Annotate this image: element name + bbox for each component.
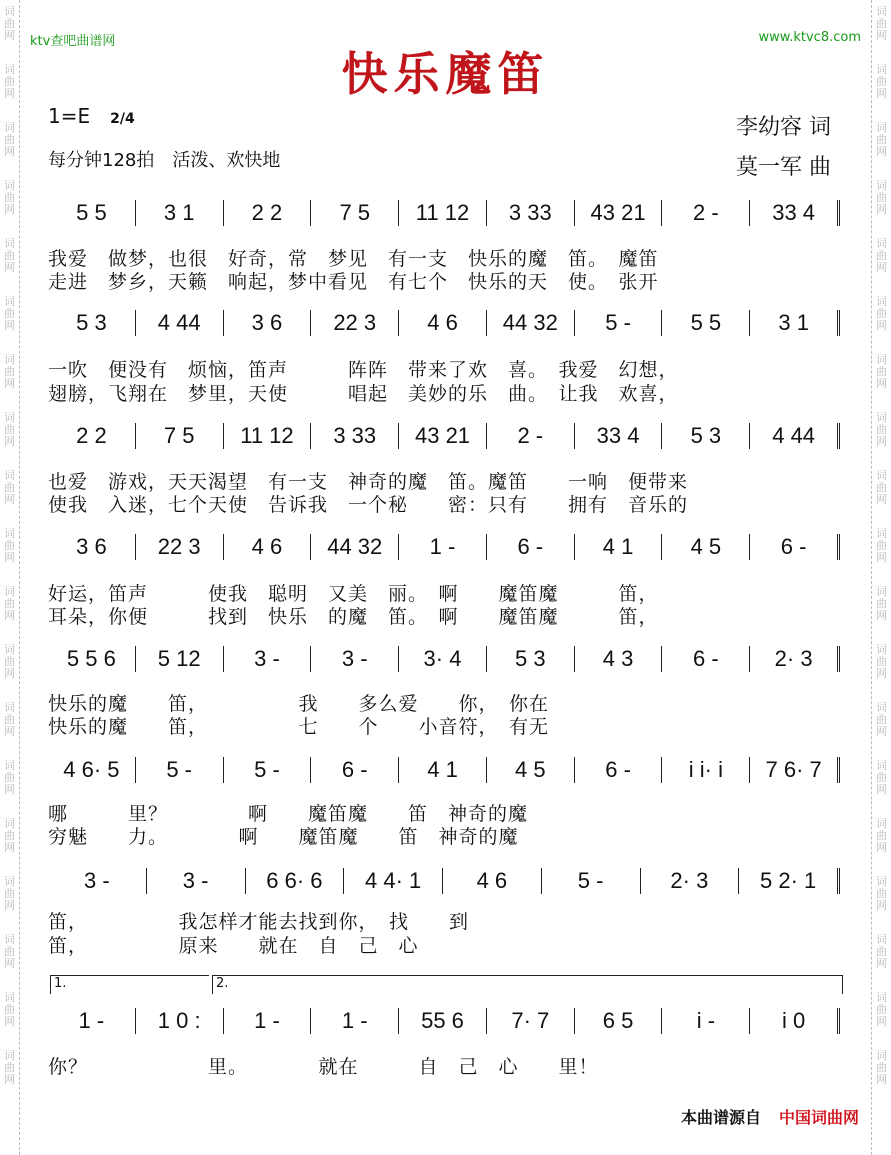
measure: 3 - [224,646,312,672]
song-title: 快乐魔笛 [341,47,550,101]
measure: 4 1 [575,534,663,560]
notation-row [48,646,840,672]
watermark-text: 词 曲 网 [876,411,887,448]
watermark-text: 词 曲 网 [876,643,887,680]
measure: 6 5 [575,1008,663,1034]
watermark-text: 词 曲 网 [4,121,15,158]
watermark-text: 词 曲 网 [876,121,887,158]
measure: 11 12 [399,200,487,226]
measure: 5 - [136,757,224,783]
measure: 4 3 [575,646,663,672]
watermark-text: 词 曲 网 [4,469,15,506]
watermark-text: 词 曲 网 [4,817,15,854]
measure: 2 - [487,423,575,449]
measure: 55 6 [399,1008,487,1034]
measure: 3 33 [487,200,575,226]
watermark-text: 词 曲 网 [876,759,887,796]
lyric-line: 我爱 做梦，也很 好奇，常 梦见 有一支 快乐的魔 笛。 魔笛 [48,248,659,270]
measure: 7 6· 7 [750,757,840,783]
lyric-line: 翅膀，飞翔在 梦里，天使 唱起 美妙的乐 曲。 让我 欢喜， [48,383,679,405]
measure: 4 1 [399,757,487,783]
measure: 33 4 [750,200,840,226]
watermark-text: 词 曲 网 [4,237,15,274]
measure: 7 5 [136,423,224,449]
measure: 44 32 [487,310,575,336]
measure: 3 33 [311,423,399,449]
watermark-text: 词 曲 网 [876,527,887,564]
measure: 1 - [311,1008,399,1034]
key: 1=E [48,104,91,128]
measure: 2 - [662,200,750,226]
lyric-line: 你？ 里。 就在 自 己 心 里！ [48,1056,599,1078]
measure: 22 3 [311,310,399,336]
watermark-text: 词 曲 网 [4,63,15,100]
notation-row [48,200,840,226]
measure: 43 21 [575,200,663,226]
watermark-text: 词 曲 网 [4,585,15,622]
measure: 5 3 [487,646,575,672]
watermark-text: 词 曲 网 [876,5,887,42]
watermark-text: 词 曲 网 [876,1049,887,1086]
measure: 2 2 [48,423,136,449]
measure: 6 - [750,534,840,560]
watermark-text: 词 曲 网 [4,527,15,564]
lyric-line: 哪 里？ 啊 魔笛魔 笛 神奇的魔 [48,803,529,825]
notation-row [48,868,840,894]
watermark-text: 词 曲 网 [876,353,887,390]
measure: 6 - [487,534,575,560]
lyricist: 李幼容 词 [736,115,831,140]
measure: 1 - [399,534,487,560]
watermark-text: 词 曲 网 [4,875,15,912]
watermark-text: 词 曲 网 [876,585,887,622]
watermark-left [0,0,20,1155]
footer-site[interactable]: 中国词曲网 [778,1108,859,1127]
measure: i i· i [662,757,750,783]
watermark-text: 词 曲 网 [4,643,15,680]
measure: 4 5 [487,757,575,783]
measure: 5 3 [662,423,750,449]
measure: 22 3 [136,534,224,560]
time-signature: 2/4 [110,111,135,127]
footer [681,1105,859,1128]
measure: 5 3 [48,310,136,336]
watermark-text: 词 曲 网 [876,933,887,970]
watermark-text: 词 曲 网 [876,237,887,274]
lyric-line: 走进 梦乡，天籁 响起，梦中看见 有七个 快乐的天 使。 张开 [48,271,659,293]
measure: 2· 3 [641,868,740,894]
measure: 5 2· 1 [739,868,840,894]
tempo: 每分钟128拍 活泼、欢快地 [48,150,281,171]
measure: 5 - [575,310,663,336]
watermark-text: 词 曲 网 [876,295,887,332]
watermark-text: 词 曲 网 [876,875,887,912]
measure: 4 44 [136,310,224,336]
measure: 4 44 [750,423,840,449]
measure: 4 5 [662,534,750,560]
watermark-text: 词 曲 网 [4,933,15,970]
measure: 3 6 [48,534,136,560]
measure: 3· 4 [399,646,487,672]
lyric-line: 耳朵，你便 找到 快乐 的魔 笛。 啊 魔笛魔 笛， [48,606,659,628]
watermark-text: 词 曲 网 [876,701,887,738]
volta-1: 1. [50,975,209,994]
measure: 33 4 [575,423,663,449]
watermark-text: 词 曲 网 [876,469,887,506]
measure: 3 1 [750,310,840,336]
watermark-text: 词 曲 网 [4,411,15,448]
watermark-right [871,0,891,1155]
volta-2: 2. [212,975,843,994]
measure: 3 - [311,646,399,672]
notation-row [48,310,840,336]
lyric-line: 快乐的魔 笛， 七 个 小音符， 有无 [48,716,550,738]
watermark-text: 词 曲 网 [4,295,15,332]
measure: 5 5 [662,310,750,336]
measure: 4 6· 5 [48,757,136,783]
measure: 6 - [662,646,750,672]
lyric-line: 快乐的魔 笛， 我 多么爱 你， 你在 [48,693,550,715]
lyric-line: 好运，笛声 使我 聪明 又美 丽。 啊 魔笛魔 笛， [48,583,659,605]
watermark-text: 词 曲 网 [4,759,15,796]
key-signature [48,100,135,129]
measure: 6 - [311,757,399,783]
notation-row [48,757,840,783]
lyric-line: 笛， 原来 就在 自 己 心 [48,935,419,957]
measure: 4 6 [224,534,312,560]
measure: 3 - [147,868,246,894]
measure: i - [662,1008,750,1034]
lyric-line: 也爱 游戏，天天渴望 有一支 神奇的魔 笛。魔笛 一响 便带来 [48,471,689,493]
measure: 4 6 [443,868,542,894]
measure: 5 - [542,868,641,894]
measure: 7· 7 [487,1008,575,1034]
watermark-text: 词 曲 网 [4,179,15,216]
watermark-text: 词 曲 网 [4,1049,15,1086]
measure: 5 5 [48,200,136,226]
watermark-text: 词 曲 网 [4,991,15,1028]
watermark-text: 词 曲 网 [876,817,887,854]
watermark-text: 词 曲 网 [4,701,15,738]
lyric-line: 穷魅 力。 啊 魔笛魔 笛 神奇的魔 [48,826,519,848]
composer: 莫一军 曲 [736,155,831,180]
measure: 5 - [224,757,312,783]
measure: 2 2 [224,200,312,226]
measure: 7 5 [311,200,399,226]
measure: 1 - [224,1008,312,1034]
measure: i 0 [750,1008,840,1034]
measure: 5 5 6 [48,646,136,672]
notation-row [48,1008,840,1034]
footer-source: 本曲谱源自 [680,1108,761,1127]
measure: 11 12 [224,423,312,449]
measure: 4 6 [399,310,487,336]
lyric-line: 使我 入迷，七个天使 告诉我 一个秘 密：只有 拥有 音乐的 [48,494,689,516]
watermark-text: 词 曲 网 [876,179,887,216]
site-left[interactable]: ktv查吧曲谱网 [30,34,116,49]
watermark-text: 词 曲 网 [4,5,15,42]
measure: 2· 3 [750,646,840,672]
measure: 3 - [48,868,147,894]
watermark-text: 词 曲 网 [4,353,15,390]
measure: 44 32 [311,534,399,560]
watermark-text: 词 曲 网 [876,63,887,100]
measure: 43 21 [399,423,487,449]
watermark-text: 词 曲 网 [876,991,887,1028]
measure: 3 6 [224,310,312,336]
notation-row [48,534,840,560]
lyric-line: 一吹 便没有 烦恼，笛声 阵阵 带来了欢 喜。 我爱 幻想， [48,359,679,381]
measure: 1 - [48,1008,136,1034]
measure: 4 4· 1 [344,868,443,894]
notation-row [48,423,840,449]
measure: 6 - [575,757,663,783]
lyric-line: 笛， 我怎样才能去找到你， 找 到 [48,911,470,933]
measure: 5 12 [136,646,224,672]
site-right[interactable]: www.ktvc8.com [758,30,861,45]
measure: 6 6· 6 [246,868,345,894]
measure: 1 0 : [136,1008,224,1034]
measure: 3 1 [136,200,224,226]
